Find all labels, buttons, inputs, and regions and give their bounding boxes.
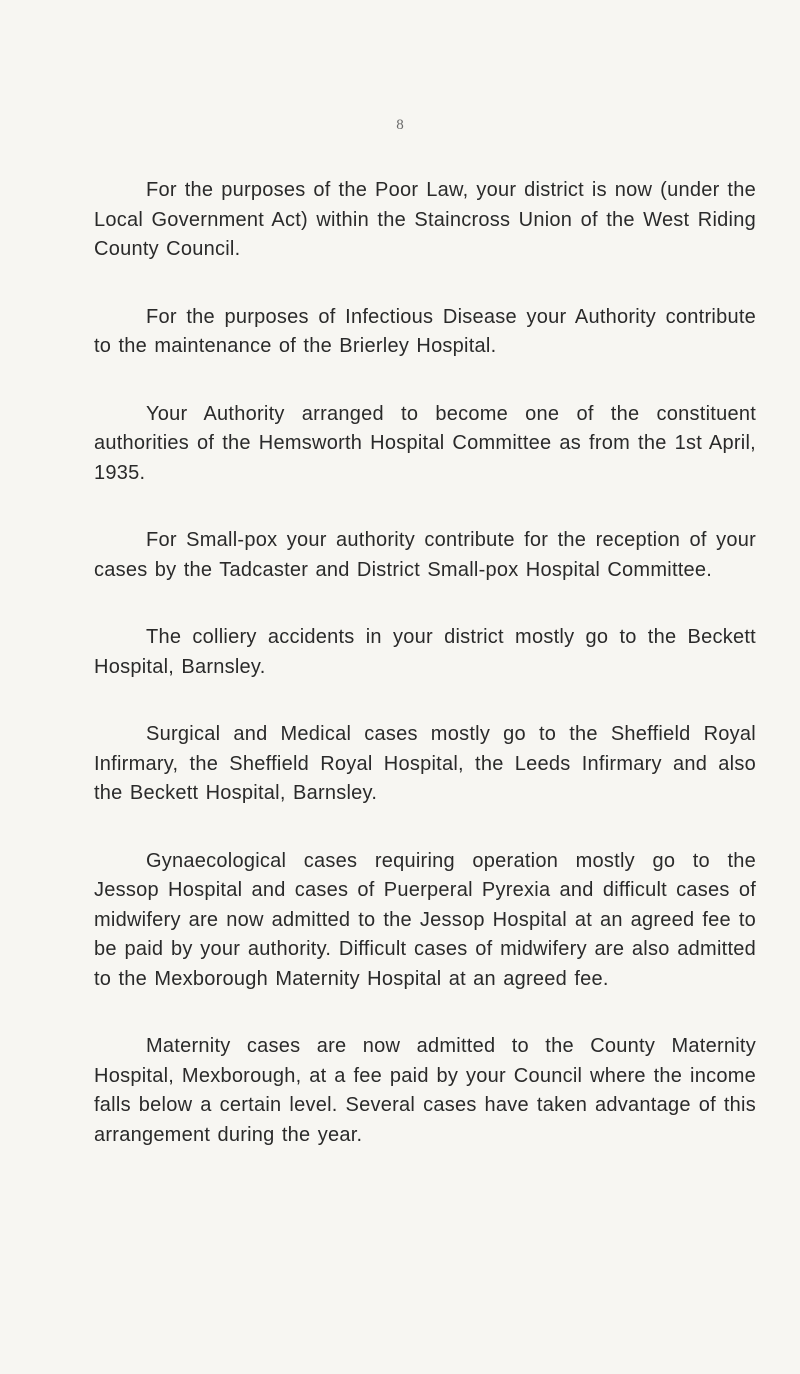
paragraph-infectious-disease: For the purposes of Infectious Disease your Authority contribute to the maintenance of the Brierley Hospital. — [94, 305, 756, 357]
paragraph-hemsworth-committee: Your Authority arranged to become one of the constituent authorities of the Hemsworth Hospital Committee as from the 1st April, 1935. — [94, 402, 756, 484]
paragraph-maternity: Maternity cases are now admitted to the County Maternity Hospital, Mexborough, at a fee paid by your Council where the income falls below a certain level. Several cases have taken advantage of this arrangement during the year. — [94, 1035, 756, 1146]
document-body — [94, 176, 756, 1188]
paragraph-gynaecological: Gynaecological cases requiring operation mostly go to the Jessop Hospital and cases of Puerperal Pyrexia and difficult cases of midwifery are now admitted to the Jessop Hospital at an agreed fee to be paid by your authority. Difficult cases of midwifery are also admitted to the Mexborough Maternity Hospital at an agreed fee. — [94, 849, 756, 990]
paragraph-poor-law: For the purposes of the Poor Law, your district is now (under the Local Government Act) within the Staincross Union of the West Riding County Council. — [94, 179, 756, 260]
page-number: 8 — [396, 117, 404, 133]
paragraph-small-pox: For Small-pox your authority contribute for the reception of your cases by the Tadcaster and District Small-pox Hospital Committee. — [94, 529, 756, 581]
paragraph-colliery-accidents: The colliery accidents in your district mostly go to the Beckett Hospital, Barnsley. — [94, 626, 756, 678]
paragraph-surgical-medical: Surgical and Medical cases mostly go to the Sheffield Royal Infirmary, the Sheffield Royal Hospital, the Leeds Infirmary and also the Beckett Hospital, Barnsley. — [94, 723, 756, 804]
